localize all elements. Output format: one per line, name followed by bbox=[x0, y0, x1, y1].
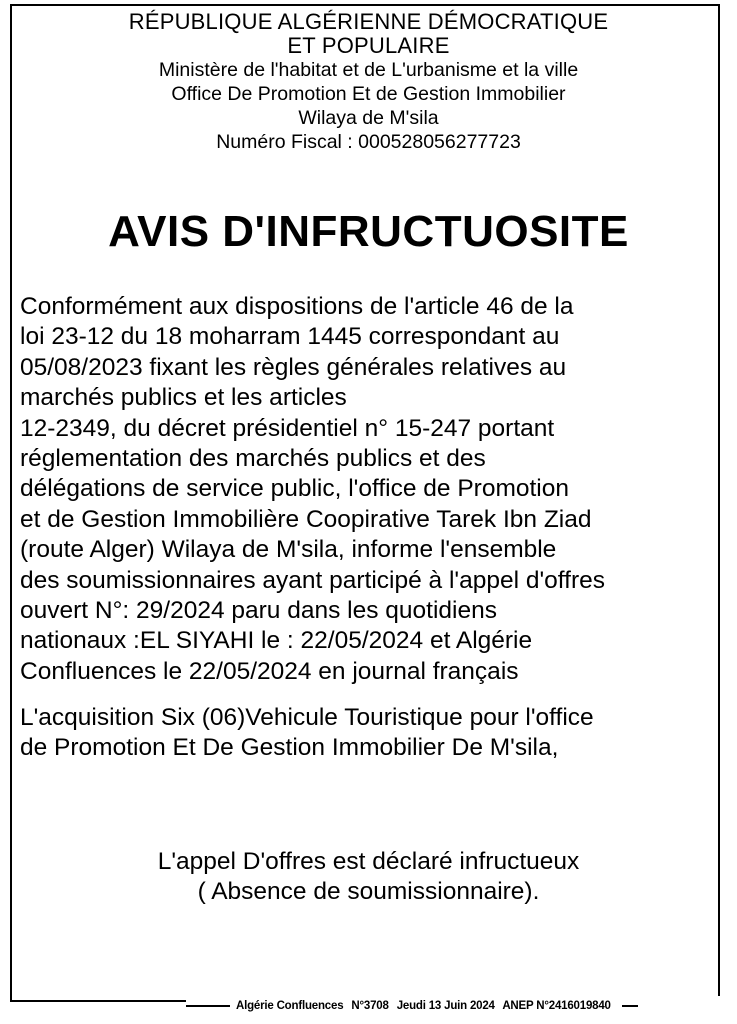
body-line: Confluences le 22/05/2024 en journal français bbox=[20, 657, 519, 685]
body-line: ouvert N°: 29/2024 paru dans les quotidiens bbox=[20, 597, 497, 625]
footer-rule-left bbox=[186, 1005, 230, 1007]
header-office: Office De Promotion Et de Gestion Immobilier bbox=[171, 83, 566, 105]
body-line: 12-2349, du décret présidentiel n° 15-247 portant bbox=[20, 414, 555, 442]
body-line: marchés publics et les articles bbox=[20, 384, 347, 412]
body-line: 05/08/2023 fixant les règles générales relatives au bbox=[20, 353, 567, 381]
footer-rule-right bbox=[622, 1005, 638, 1007]
header-wilaya: Wilaya de M'sila bbox=[298, 107, 439, 129]
body-line: Conformément aux dispositions de l'article 46 de la bbox=[20, 293, 574, 320]
footer-text bbox=[236, 999, 616, 1013]
header-block bbox=[12, 10, 725, 154]
body-line: (route Alger) Wilaya de M'sila, informe l'ensemble bbox=[20, 536, 557, 564]
footer-anep: ANEP N°2416019840 bbox=[502, 1000, 611, 1012]
tender-object bbox=[20, 703, 720, 764]
header-fiscal-number: Numéro Fiscal : 000528056277723 bbox=[216, 131, 521, 153]
object-line: de Promotion Et De Gestion Immobilier De M'sila, bbox=[20, 734, 559, 762]
object-line: L'acquisition Six (06)Vehicule Touristique pour l'office bbox=[20, 704, 594, 731]
body-line: loi 23-12 du 18 moharram 1445 correspondant au bbox=[20, 323, 560, 351]
conclusion-line: ( Absence de soumissionnaire). bbox=[197, 878, 540, 905]
notice-title: AVIS D'INFRUCTUOSITE bbox=[108, 207, 629, 256]
body-line: nationaux :EL SIYAHI le : 22/05/2024 et Algérie bbox=[20, 627, 533, 655]
body-line: et de Gestion Immobilière Coopirative Tarek Ibn Ziad bbox=[20, 505, 592, 533]
notice-body bbox=[20, 292, 720, 687]
conclusion-line: L'appel D'offres est déclaré infructueux bbox=[157, 848, 580, 875]
header-country-line-1: RÉPUBLIQUE ALGÉRIENNE DÉMOCRATIQUE bbox=[128, 9, 609, 34]
body-line: délégations de service public, l'office de Promotion bbox=[20, 475, 569, 503]
body-line: réglementation des marchés publics et des bbox=[20, 445, 486, 473]
header-country-line-2: ET POPULAIRE bbox=[287, 33, 450, 58]
footer-issue: N°3708 bbox=[351, 1000, 389, 1012]
body-line: des soumissionnaires ayant participé à l'appel d'offres bbox=[20, 566, 605, 594]
footer-publication: Algérie Confluences bbox=[236, 1000, 344, 1012]
header-ministry: Ministère de l'habitat et de L'urbanisme et la ville bbox=[158, 59, 579, 81]
footer-date: Jeudi 13 Juin 2024 bbox=[396, 1000, 495, 1012]
notice-conclusion bbox=[12, 847, 725, 907]
publication-footer bbox=[186, 996, 732, 1016]
